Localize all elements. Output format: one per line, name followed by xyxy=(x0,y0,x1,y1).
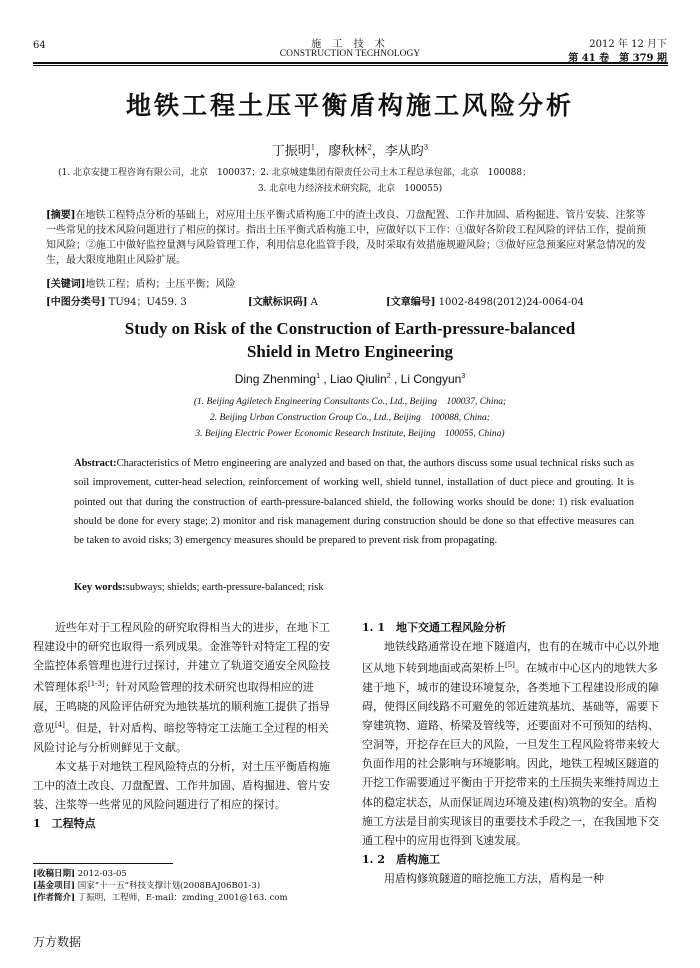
authors-en: Ding Zhenming$^1$ , Liao Qiulin$^2$ , Li Congyun$^3$ xyxy=(234,372,466,386)
authors-cn: 丁振明$^1$，廖秋林$^2$，李从昀$^3$ xyxy=(271,143,429,159)
title-en-line1: Study on Risk of the Construction of Earth-pressure-balanced xyxy=(124,319,576,338)
value: 国家“十一五”科技支撑计划(2008BAJ06B01-3) xyxy=(77,881,261,891)
paragraph: 本文基于对地铁工程风险特点的分析，对土压平衡盾构施工中的渣土改良、刀盘配置、工作井加固、盾构掘进、管片安装、注浆等一些常见的风险问题进行了相应的探讨。 xyxy=(33,759,330,812)
author-en-1-sup: 1 xyxy=(316,373,320,380)
author-2: 廖秋林 xyxy=(328,144,368,159)
citation: [1-3] xyxy=(88,680,105,689)
header-rule xyxy=(33,62,668,64)
label: [收稿日期] xyxy=(33,869,76,879)
article-label: [文章编号] xyxy=(386,297,436,308)
body-left-column xyxy=(33,618,333,833)
body-right-column xyxy=(362,618,666,888)
paragraph xyxy=(33,618,333,757)
author-3-sup: 3 xyxy=(423,143,429,152)
journal-name-cn: 施 工 技 术 xyxy=(311,39,389,50)
footnote-fund xyxy=(33,880,288,892)
author-1: 丁振明 xyxy=(271,144,311,159)
author-en-2-sup: 2 xyxy=(386,373,391,380)
value: 2012-03-05 xyxy=(77,869,127,879)
footnote-rule xyxy=(33,863,173,864)
text: ；针对风险管理的技术研究也取得相应的进展，王鸣晓的风险评估研究为地铁基坑的顺利施工提供了指导意见 xyxy=(33,680,330,735)
paragraph: 用盾构修筑隧道的暗挖施工方法，盾构是一种 xyxy=(384,871,604,885)
affiliation-en-line3: 3. Beijing Electric Power Economic Research Institute, Beijing 100055, China) xyxy=(195,429,505,439)
article-number xyxy=(386,293,584,308)
value: 丁振明，工程师，E-mail：zmding_2001@163. com xyxy=(77,893,288,903)
keywords-en-label: Key words: xyxy=(74,582,126,593)
issue-volume: 第 41 卷 第 379 期 xyxy=(568,53,667,64)
affiliation-cn-line2: 3. 北京电力经济技术研究院，北京 100055) xyxy=(257,184,443,194)
keywords-cn xyxy=(46,277,654,292)
abstract-cn xyxy=(46,208,654,268)
citation: [5] xyxy=(505,661,515,670)
paragraph xyxy=(362,637,666,850)
title-cn: 地铁工程土压平衡盾构施工风险分析 xyxy=(125,91,574,120)
watermark: 万方数据 xyxy=(33,935,82,949)
header-rule-thin xyxy=(33,65,668,66)
abstract-en xyxy=(74,454,634,550)
clc-value: TU94；U459. 3 xyxy=(108,297,187,308)
clc-label: [中图分类号] xyxy=(46,297,106,308)
issue-date: 2012 年 12 月下 xyxy=(589,39,667,50)
article-value: 1002-8498(2012)24-0064-04 xyxy=(438,297,584,308)
affiliation-en-line2: 2. Beijing Urban Construction Group Co., Ltd., Beijing 100088, China; xyxy=(210,413,490,423)
text: 。但是，针对盾构、暗挖等特定工法施工全过程的相关风险讨论与分析则鲜见于文献。 xyxy=(33,721,329,754)
author-2-sup: 2 xyxy=(367,143,372,152)
author-en-2: Liao Qiulin xyxy=(330,372,387,386)
section-heading-1-1: 1. 1 地下交通工程风险分析 xyxy=(362,621,506,634)
journal-name-en: CONSTRUCTION TECHNOLOGY xyxy=(279,49,421,59)
section-heading-1-2: 1. 2 盾构施工 xyxy=(362,852,440,866)
abstract-en-text: Characteristics of Metro engineering are analyzed and based on that, the authors discuss some usual technical risks such as soil improvement, cutter-head selection, reinforcement of working well, shield tunnel, installation of duct piece and grouting. It is pointed out that during the construction of earth-pressure-balanced shield, the following works should be done: 1) risk evaluation should be done for every stage; 2) monitor and risk management during construction should be done so that effective measures can be taken to avoid risks; 3) emergency measures should be prepared to prevent risk from propagating. xyxy=(74,458,634,547)
page-number: 64 xyxy=(33,40,46,51)
author-en-3: Li Congyun xyxy=(400,372,462,386)
abstract-cn-label: [摘要] xyxy=(46,210,76,221)
author-3: 李从昀 xyxy=(384,144,424,159)
clc-number xyxy=(46,293,187,308)
title-en-line2: Shield in Metro Engineering xyxy=(246,342,454,361)
author-en-3-sup: 3 xyxy=(461,373,466,380)
affiliation-cn-line1: (1. 北京安捷工程咨询有限公司，北京 100037；2. 北京城建集团有限责任公司土木工程总承包部，北京 100088； xyxy=(58,168,532,178)
doc-code xyxy=(248,293,318,308)
keywords-en-text: subways; shields; earth-pressure-balanced; risk xyxy=(125,582,324,593)
doc-label: [文献标识码] xyxy=(248,297,308,308)
affiliation-en-line1: (1. Beijing Agiletech Engineering Consultants Co., Ltd., Beijing 100037, China; xyxy=(193,397,507,407)
footnote-received xyxy=(33,868,288,880)
keywords-cn-text: 地铁工程；盾构；土压平衡；风险 xyxy=(85,279,236,290)
doc-value: A xyxy=(310,297,318,308)
text: 。在城市中心区内的地铁大多建于地下，城市的建设环境复杂，各类地下工程建设形成的障碍，使得区间线路不可避免的邻近建筑基坑、基础等，需要下穿建筑物、道路、桥梁及管线等，还要面对不可预知的结构、空洞等，开挖存在巨大的风险，一旦发生工程风险将带来较大负面作用的社会影响与环境影响。因此，地铁工程城区隧道的开挖工作需要通过平衡由于开挖带来的土压损失来维持周边土体的稳定状态，从而保证周边环境及建(构)筑物的安全。盾构施工方法是目前实现该目的重要技术手段之一，在我国地下交通工程中的应用也得到飞速发展。 xyxy=(362,661,659,847)
author-en-1: Ding Zhenming xyxy=(234,372,317,386)
footnote-author xyxy=(33,892,288,904)
author-1-sup: 1 xyxy=(310,143,316,152)
text: 地铁线路通常设在地下隧道内，也有的在城市中心以外地区从地下转到地面或高架桥上 xyxy=(362,640,659,675)
abstract-en-label: Abstract: xyxy=(74,458,117,469)
footnotes xyxy=(33,868,288,904)
abstract-cn-text: 在地铁工程特点分析的基础上，对应用土压平衡式盾构施工中的渣土改良、刀盘配置、工作井加固、盾构掘进、管片安装、注浆等一些常见的技术风险问题进行了相应的探讨。指出土压平衡式盾构施工中，应做好以下工作：①做好各阶段工程风险的评估工作，提前预知风险；②施工中做好监控量测与风险管理工作，利用信息化监管手段，及时采取有效措施规避风险；③做好应急预案应对紧急情况的发生，最大限度地阻止风险扩展。 xyxy=(46,210,646,266)
label: [基金项目] xyxy=(33,881,76,891)
keywords-en xyxy=(74,582,634,593)
label: [作者简介] xyxy=(33,893,76,903)
text: 近些年对于工程风险的研究取得相当大的进步，在地下工程建设中的研究也取得一系列成果。金淮等针对特定工程的安全监控体系管理也进行过探讨，并建立了轨道交通安全风险技术管理体系 xyxy=(33,621,330,694)
section-heading-1: 1 工程特点 xyxy=(33,817,96,831)
keywords-cn-label: [关键词] xyxy=(46,279,86,290)
citation: [4] xyxy=(55,721,65,730)
